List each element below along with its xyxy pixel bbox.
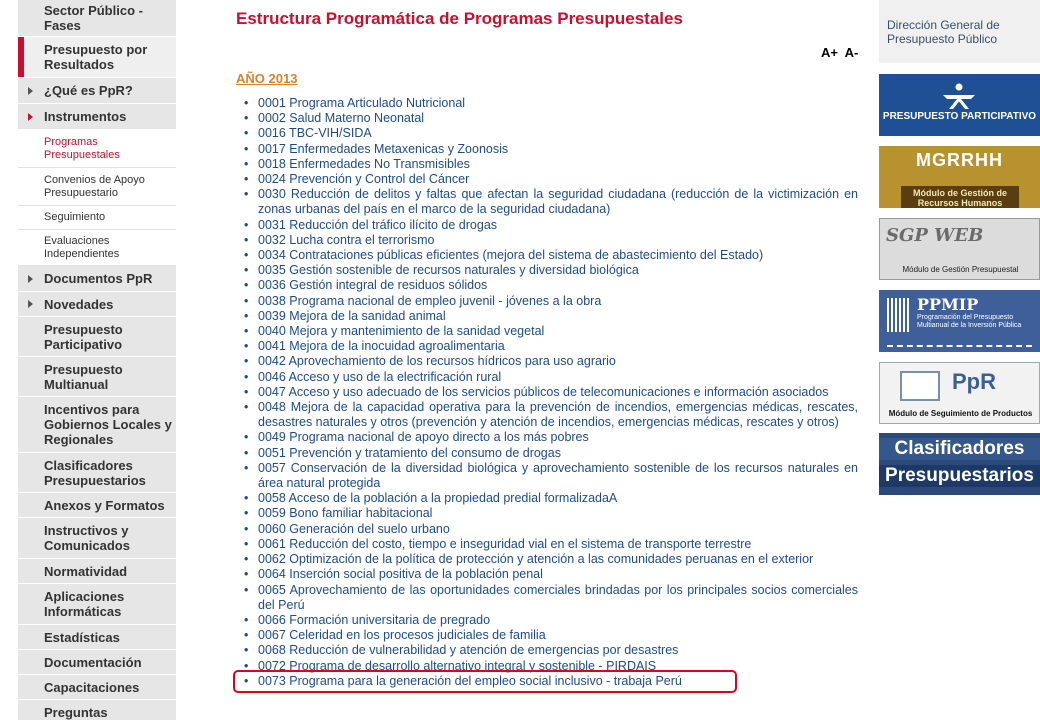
banner-subtitle: Módulo de Seguimiento de Productos	[888, 409, 1033, 418]
program-link[interactable]: • 0039 Mejora de la sanidad animal	[236, 309, 858, 324]
chart-icon	[900, 371, 940, 401]
font-increase-button[interactable]: A+	[821, 45, 838, 60]
program-link[interactable]: • 0035 Gestión sostenible de recursos naturales y diversidad biológica	[236, 263, 858, 278]
program-link[interactable]: • 0041 Mejora de la inocuidad agroalimentaria	[236, 339, 858, 354]
sidebar-item-presupuesto-por-resultados[interactable]	[18, 37, 176, 78]
sidebar-item-estadisticas[interactable]	[18, 625, 176, 650]
sidebar-item-documentacion[interactable]	[18, 650, 176, 675]
sidebar-item-clasificadores-presupuestarios[interactable]	[18, 453, 176, 493]
sidebar-item-label: Presupuesto Multianual	[44, 361, 123, 392]
program-link[interactable]: • 0042 Aprovechamiento de los recursos hídricos para uso agrario	[236, 354, 858, 369]
program-link[interactable]: • 0059 Bono familiar habitacional	[236, 506, 858, 521]
sidebar-item-sector-publico-fases[interactable]	[18, 0, 176, 37]
sidebar-item-instrumentos[interactable]	[18, 104, 176, 130]
sidebar-item-novedades[interactable]	[18, 292, 176, 317]
sidebar-item-label: Seguimiento	[44, 211, 106, 223]
program-list	[236, 96, 858, 689]
sidebar-subitem-evaluaciones-independientes[interactable]	[18, 230, 176, 266]
banner-title: SGP WEB	[886, 225, 984, 246]
program-link[interactable]: • 0062 Optimización de la política de protección y atención a las comunidades peruanas en el exterior	[236, 552, 858, 567]
sidebar-item-presupuesto-multianual[interactable]	[18, 357, 176, 397]
sidebar-item-label: Instructivos y Comunicados	[44, 523, 130, 553]
program-link[interactable]: • 0036 Gestión integral de residuos sólidos	[236, 278, 858, 293]
people-icon	[941, 83, 977, 109]
sidebar-item-que-es-ppr[interactable]	[18, 78, 176, 104]
program-link[interactable]: • 0031 Reducción del tráfico ilícito de drogas	[236, 218, 858, 233]
active-indicator	[18, 37, 24, 77]
sidebar-subitem-seguimiento[interactable]	[18, 206, 176, 230]
sidebar-item-anexos-y-formatos[interactable]	[18, 493, 176, 518]
sidebar-item-label: Estadísticas	[44, 629, 120, 645]
banner-title: PpR	[952, 369, 996, 394]
font-size-controls	[818, 45, 858, 60]
program-link[interactable]: • 0040 Mejora y mantenimiento de la sanidad vegetal	[236, 324, 858, 339]
program-link[interactable]: • 0016 TBC-VIH/SIDA	[236, 126, 858, 141]
sidebar-item-label: Sector Público - Fases	[44, 3, 143, 33]
program-link[interactable]: • 0051 Prevención y tratamiento del consumo de drogas	[236, 446, 858, 461]
sidebar-nav	[18, 0, 176, 720]
sidebar-item-capacitaciones[interactable]	[18, 675, 176, 700]
program-link[interactable]: • 0057 Conservación de la diversidad biológica y aprovechamiento sostenible de los recursos naturales en área natural protegida	[236, 461, 858, 491]
banner-subtitle: Módulo de Gestión Presupuestal	[902, 265, 1019, 274]
banner-subtitle: Módulo de Gestión de Recursos Humanos	[901, 186, 1019, 208]
sidebar-item-label: Documentos PpR	[44, 271, 153, 286]
sidebar-item-normatividad[interactable]	[18, 559, 176, 584]
chevron-right-icon	[28, 275, 33, 283]
dgpp-header: Dirección General de Presupuesto Público	[879, 0, 1040, 63]
sidebar-item-label: Convenios de Apoyo Presupuestario	[44, 173, 145, 199]
program-link[interactable]: • 0067 Celeridad en los procesos judiciales de familia	[236, 628, 858, 643]
sidebar-item-label: Incentivos para Gobiernos Locales y Regionales	[44, 402, 172, 447]
program-link[interactable]: • 0038 Programa nacional de empleo juvenil - jóvenes a la obra	[236, 294, 858, 309]
page-title: Estructura Programática de Programas Presupuestales	[236, 9, 683, 28]
sidebar-item-label: Preguntas	[44, 704, 108, 720]
program-link[interactable]: • 0024 Prevención y Control del Cáncer	[236, 172, 858, 187]
program-link[interactable]: • 0046 Acceso y uso de la electrificación rural	[236, 370, 858, 385]
sidebar-item-label: Aplicaciones Informáticas	[44, 589, 125, 619]
program-link[interactable]: • 0073 Programa para la generación del empleo social inclusivo - trabaja Perú	[236, 674, 858, 689]
banner-title: MGRRHH	[916, 150, 1003, 170]
columns-icon	[887, 298, 911, 332]
clasificadores-banner[interactable]	[879, 433, 1040, 495]
program-link[interactable]: • 0061 Reducción del costo, tiempo e inseguridad vial en el sistema de transporte terrestre	[236, 537, 858, 552]
program-link[interactable]: • 0066 Formación universitaria de pregrado	[236, 613, 858, 628]
program-link[interactable]: • 0072 Programa de desarrollo alternativo integral y sostenible - PIRDAIS	[236, 659, 858, 674]
banner-title: PPMIP	[917, 295, 979, 314]
ppmip-banner[interactable]	[879, 290, 1040, 352]
sidebar-subitem-convenios-de-apoyo[interactable]	[18, 168, 176, 206]
banner-label: PRESUPUESTO PARTICIPATIVO	[882, 111, 1037, 122]
program-link[interactable]: • 0060 Generación del suelo urbano	[236, 522, 858, 537]
program-link[interactable]: • 0064 Inserción social positiva de la población penal	[236, 567, 858, 582]
decorative-divider	[887, 345, 1032, 347]
banner-subtitle: Presupuestarios	[879, 465, 1040, 487]
sidebar-item-label: Presupuesto Participativo	[44, 321, 123, 352]
banner-title: Clasificadores	[879, 438, 1040, 460]
sidebar-item-label: Presupuesto por Resultados	[44, 42, 148, 72]
sidebar-item-preguntas[interactable]	[18, 700, 176, 725]
program-link[interactable]: • 0032 Lucha contra el terrorismo	[236, 233, 858, 248]
program-link[interactable]: • 0001 Programa Articulado Nutricional	[236, 96, 858, 111]
mgrrhh-banner[interactable]	[879, 146, 1040, 208]
program-link[interactable]: • 0034 Contrataciones públicas eficientes (mejora del sistema de abastecimiento del Estado)	[236, 248, 858, 263]
program-link[interactable]: • 0030 Reducción de delitos y faltas que afectan la seguridad ciudadana (reducción de la victimización en zonas urbanas del país en el marco de la seguridad ciudadana)	[236, 187, 858, 217]
sidebar-item-label: Novedades	[44, 296, 114, 312]
sidebar-item-documentos-ppr[interactable]	[18, 266, 176, 292]
font-decrease-button[interactable]: A-	[844, 45, 859, 60]
right-banner-panel	[879, 0, 1040, 720]
chevron-right-icon	[28, 300, 33, 308]
sidebar-item-label: Evaluaciones Independientes	[44, 234, 120, 260]
sidebar-subitem-programas-presupuestales[interactable]	[18, 130, 176, 168]
program-link[interactable]: • 0048 Mejora de la capacidad operativa para la prevención de incendios, emergencias médicas, rescates, desastres naturales y otros (prevención y atención de incendios, emergencias médicas, rescates y otros)	[236, 400, 858, 430]
sidebar-item-label: Documentación	[44, 654, 142, 670]
sidebar-item-label: Normatividad	[44, 563, 128, 579]
program-link[interactable]: • 0049 Programa nacional de apoyo directo a los más pobres	[236, 430, 858, 445]
program-link[interactable]: • 0047 Acceso y uso adecuado de los servicios públicos de telecomunicaciones e información asociados	[236, 385, 858, 400]
sgp-web-banner[interactable]	[879, 218, 1040, 280]
program-link[interactable]: • 0018 Enfermedades No Transmisibles	[236, 157, 858, 172]
sidebar-item-label: Capacitaciones	[44, 679, 140, 695]
ppr-seguimiento-banner[interactable]	[879, 362, 1040, 424]
sidebar-item-label: Anexos y Formatos	[44, 497, 165, 513]
sidebar-item-presupuesto-participativo[interactable]	[18, 317, 176, 357]
banner-subtitle: Programación del Presupuesto Multianual de la Inversión Pública	[917, 314, 1022, 329]
program-link[interactable]: • 0002 Salud Materno Neonatal	[236, 111, 858, 126]
chevron-right-icon	[28, 87, 33, 95]
program-link-highlighted[interactable]: • 0068 Reducción de vulnerabilidad y atención de emergencias por desastres	[236, 643, 858, 658]
sidebar-item-label: Programas Presupuestales	[44, 135, 120, 161]
sidebar-item-aplicaciones-informaticas[interactable]	[18, 584, 176, 625]
chevron-right-icon	[28, 113, 33, 121]
program-link[interactable]: • 0058 Acceso de la población a la propiedad predial formalizadaA	[236, 491, 858, 506]
program-link[interactable]: • 0017 Enfermedades Metaxenicas y Zoonosis	[236, 142, 858, 157]
presupuesto-participativo-banner[interactable]	[879, 74, 1040, 136]
sidebar-item-label: ¿Qué es PpR?	[44, 83, 133, 98]
sidebar-item-instructivos-y-comunicados[interactable]	[18, 518, 176, 559]
program-link[interactable]: • 0065 Aprovechamiento de las oportunidades comerciales brindadas por los principales socios comerciales del Perú	[236, 583, 858, 613]
sidebar-item-incentivos[interactable]	[18, 397, 176, 453]
year-link[interactable]: AÑO 2013	[236, 71, 298, 86]
highlight-annotation-box	[233, 670, 737, 693]
sidebar-item-label: Clasificadores Presupuestarios	[44, 457, 146, 488]
sidebar-item-label: Instrumentos	[44, 109, 127, 124]
